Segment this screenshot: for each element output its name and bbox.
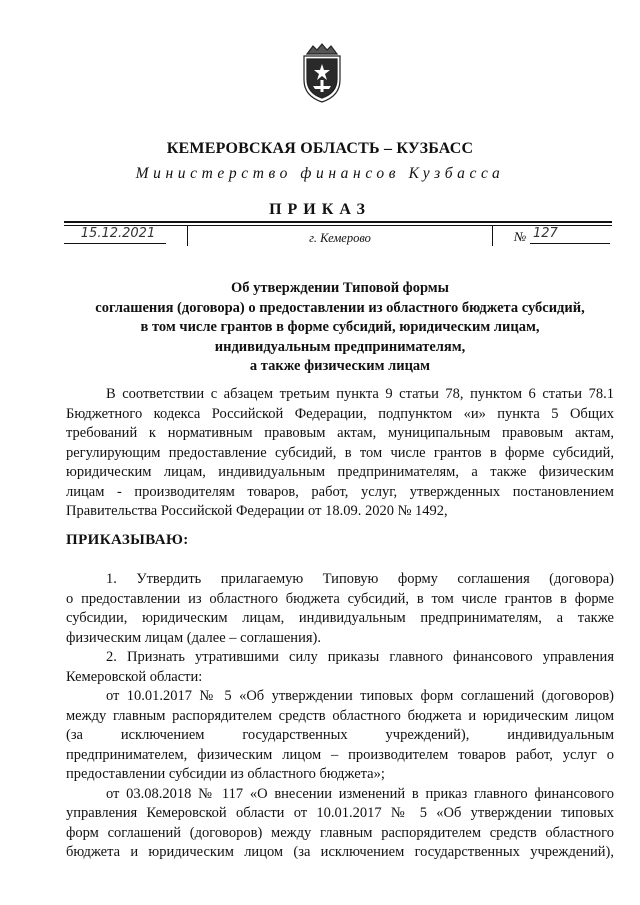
number-label: № — [514, 229, 527, 244]
order-line: предпринимателем, физическим лицом – производителем товаров работ, услуг о — [66, 746, 614, 763]
order-items — [66, 570, 614, 863]
order-line: Кемеровской области: — [66, 668, 203, 685]
preamble-line: Правительства Российской Федерации от 18.09. 2020 № 1492, — [66, 503, 448, 519]
preamble-line: Бюджетного кодекса Российской Федерации, подпунктом «и» пункта 5 Общих — [66, 405, 614, 422]
order-line: о предоставлении из областного бюджета субсидий, в том числе грантов в форме — [66, 590, 614, 607]
title-line: Об утверждении Типовой формы — [230, 280, 450, 296]
preamble-line: требований к нормативным правовым актам, муниципальным правовым актам, — [66, 425, 614, 441]
number-underline — [530, 243, 610, 244]
title-line: а также физическим лицам — [249, 358, 431, 374]
orders-heading: ПРИКАЗЫВАЮ: — [66, 532, 189, 548]
preamble-paragraph — [66, 385, 614, 522]
coat-of-arms-emblem — [299, 42, 345, 104]
preamble-line: лицам - производителям товаров, работ, услуг, утвержденных постановлением — [66, 483, 614, 500]
order-line: управления Кемеровской области от 10.01.2017 № 5 «Об утверждении типовых — [66, 805, 614, 821]
date-underline — [64, 243, 166, 244]
number-field-separator — [492, 226, 493, 246]
order-line: 1. Утвердить прилагаемую Типовую форму соглашения (договора) — [106, 571, 614, 587]
document-number: 127 — [533, 226, 558, 241]
title-line: индивидуальным предпринимателям, — [214, 338, 466, 355]
date-field-separator — [187, 226, 188, 246]
preamble-line: регулирующим предоставление субсидий, в том числе грантов в форме субсидий, — [66, 444, 614, 461]
order-line: форм соглашений (договоров) между главным распорядителем средств областного — [66, 824, 614, 841]
document-type: ПРИКАЗ — [269, 201, 371, 218]
order-line: субсидии, юридическим лицам, индивидуальным предпринимателям, а также — [66, 610, 614, 626]
order-line: от 10.01.2017 № 5 «Об утверждении типовых форм соглашений (договоров) — [106, 688, 614, 704]
order-line: бюджета и юридическим лицом (за исключением государственных учреждений), — [66, 844, 614, 860]
ministry-name: Министерство финансов Кузбасса — [135, 165, 505, 182]
title-line: соглашения (договора) о предоставлении из областного бюджета субсидий, — [95, 299, 585, 316]
document-date: 15.12.2021 — [80, 226, 156, 241]
region-name: КЕМЕРОВСКАЯ ОБЛАСТЬ – КУЗБАСС — [166, 140, 474, 157]
preamble-line: юридическим лицам, индивидуальным предпринимателям, а также физическим — [66, 464, 614, 480]
document-city: г. Кемерово — [309, 231, 371, 245]
preamble-line: В соответствии с абзацем третьим пункта 9 статьи 78, пунктом 6 статьи 78.1 — [106, 386, 614, 402]
order-line: предоставлении субсидии из областного бюджета»; — [66, 766, 385, 782]
order-line: 2. Признать утратившими силу приказы главного финансового управления — [106, 649, 614, 665]
order-line: между главным распорядителем средств областного бюджета и юридическим лицом — [66, 707, 614, 724]
title-line: в том числе грантов в форме субсидий, юридическим лицам, — [140, 319, 540, 335]
document-title — [66, 279, 614, 377]
order-line: от 03.08.2018 № 117 «О внесении изменений в приказ главного финансового — [106, 785, 614, 802]
header-rule-thick — [64, 221, 612, 223]
order-line: физическим лицам (далее – соглашения). — [66, 629, 321, 646]
order-line: (за исключением государственных учреждений), индивидуальным — [66, 727, 614, 743]
